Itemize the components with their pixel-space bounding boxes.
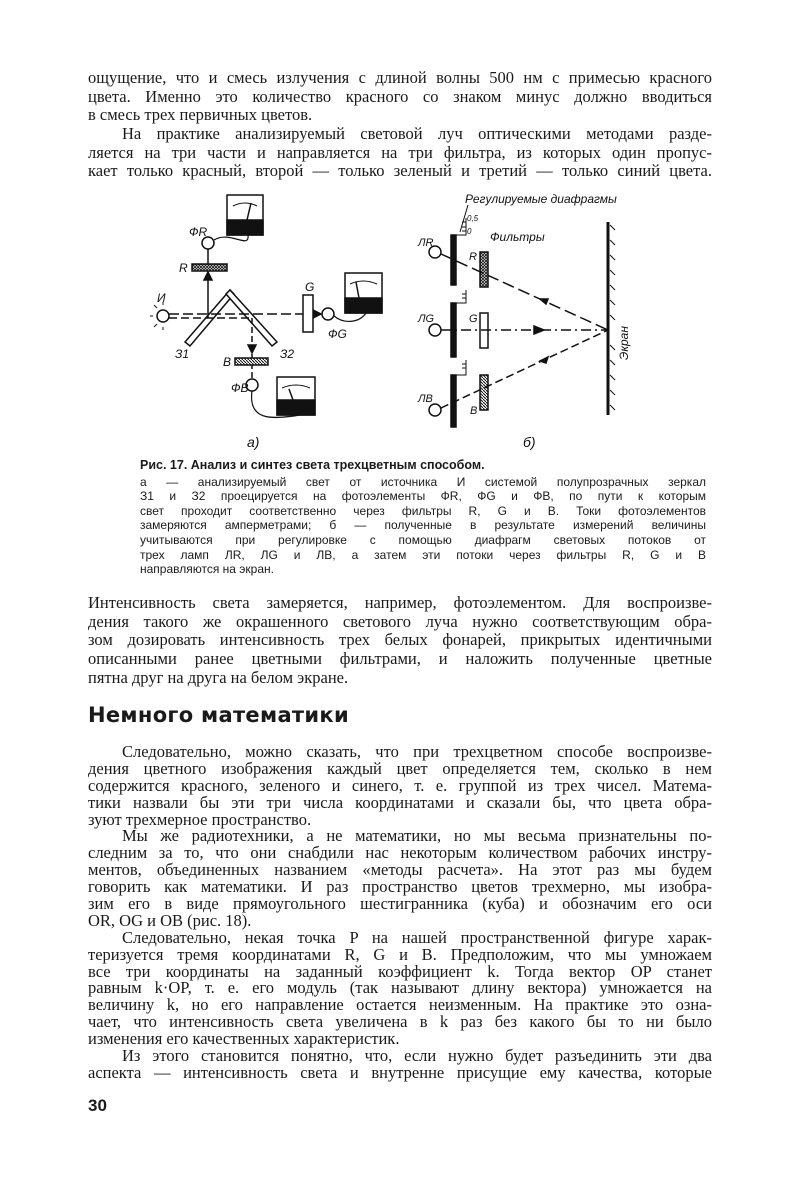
caption-title: Рис. 17. Анализ и синтез света трехцветным способом. — [140, 458, 485, 472]
paragraph-top — [88, 69, 712, 181]
text-line: зим его в виде прямоугольного шестигранника (куба) и обозначим его оси — [88, 894, 712, 914]
text-line: дения цветного изображения каждый цвет определяется тем, сколько в нем — [88, 758, 712, 778]
section-heading: Немного математики — [88, 703, 349, 727]
light-source-icon — [157, 310, 169, 322]
lamp-b-icon — [429, 404, 441, 416]
scale-max: 0,5 — [467, 214, 479, 223]
label-lamp-b: ЛB — [418, 393, 433, 405]
caption-line: учитываются при регулировке с помощью диафрагм световых потоков от — [140, 532, 706, 547]
text-line: Следовательно, некая точка P на нашей пространственной фигуре харак- — [122, 927, 712, 947]
filter-g — [303, 295, 313, 332]
text-line: цвета. Именно это количество красного со знаком минус должно вводиться — [88, 86, 712, 106]
text-line: На практике анализируемый световой луч оптическими методами разде- — [122, 124, 712, 144]
figure-part-a — [150, 195, 382, 418]
photocell-g — [322, 308, 334, 320]
text-line: теризуется тремя координатами R, G и B. Предположим, что мы умножаем — [88, 944, 712, 964]
caption-line: а — анализируемый свет от источника И системой полупрозрачных зеркал — [140, 474, 706, 489]
text-line: зом дозировать интенсивность трех белых фонарей, прикрытых идентичными — [88, 630, 712, 650]
text-line: в смесь трех первичных цветов. — [88, 105, 313, 125]
text-line: ощущение, что и смесь излучения с длиной волны 500 нм с примесью красного — [88, 68, 712, 87]
caption-line: свет проходит соответственно через фильтры R, G и B. Токи фотоэлементов — [140, 503, 706, 518]
text-line: говорить как математики. И раз пространство цветов трехмерно, мы изобра- — [88, 877, 712, 897]
text-line: Мы же радиотехники, а не математики, но мы весьма признательны по- — [122, 826, 712, 846]
filter-r — [192, 264, 227, 271]
text-line: пятна друг на друга на белом экране. — [88, 667, 349, 687]
diaphragm-r — [451, 235, 456, 285]
label-part-a: а) — [247, 434, 260, 450]
filter-b-b — [480, 375, 488, 410]
text-line: кает только красный, второй — только зеленый и третий — только синий цвета. — [88, 161, 712, 181]
label-lamp-r: ЛR — [418, 237, 434, 249]
text-line: тики назвали бы эти три числа координатами и сказали бы, что цвета обра- — [88, 792, 712, 812]
caption-line: З1 и З2 проецируется на фотоэлементы ФR, ФG и ФB, по пути к которым — [140, 489, 706, 504]
label-filter-b-b: B — [470, 405, 478, 417]
ammeter-r — [227, 195, 263, 235]
text-line: зуют трехмерное пространство. — [88, 809, 312, 829]
filter-b — [235, 358, 268, 365]
text-line: аспекта — интенсивность света и внутренне присущие ему качества, которые — [88, 1062, 712, 1082]
text-line: Из этого становится понятно, что, если нужно будет разъединить эти два — [122, 1046, 712, 1066]
text-line: ментов, объединенных названием «методы расчета». На этот раз мы будем — [88, 860, 712, 880]
label-mirror-1: З1 — [175, 347, 190, 361]
text-line: все три координаты на заданный коэффициент k. Тогда вектор OP станет — [88, 961, 712, 981]
text-line: Следовательно, можно сказать, что при трехцветном способе воспроизве- — [122, 742, 712, 761]
text-line: изменения его качественных характеристик. — [88, 1029, 400, 1049]
label-photo-b: ФB — [231, 381, 249, 395]
caption-line: направляются на экран. — [140, 562, 274, 577]
label-diaphragms: Регулируемые диафрагмы — [465, 192, 617, 206]
label-photo-g: ФG — [328, 327, 347, 341]
label-lamp-g: ЛG — [418, 313, 435, 325]
label-photo-r: ФR — [189, 225, 208, 239]
label-filters: Фильтры — [490, 230, 545, 244]
label-filter-g: G — [305, 280, 315, 294]
label-screen: Экран — [617, 326, 631, 360]
label-mirror-2: З2 — [280, 347, 295, 361]
section-body — [88, 744, 712, 1082]
text-line: чает, что интенсивность света увеличена в k раз без какого бы то ни было — [88, 1012, 712, 1032]
ammeter-g — [345, 273, 382, 313]
text-line: содержится красного, зеленого и синего, т. е. группой из трех чисел. Матема- — [88, 775, 712, 795]
ammeter-b — [277, 377, 315, 415]
label-part-b: б) — [523, 434, 536, 450]
figure-17 — [0, 185, 800, 455]
text-line: равным k·OP, т. е. его модуль (так называют длину вектора) умножается на — [88, 978, 712, 998]
text-line: описанными ранее цветными фильтрами, и наложить полученные цветные — [88, 649, 712, 669]
label-source: И — [157, 291, 166, 305]
text-line: величину k, но его направление остается неизменным. На практике это озна- — [88, 995, 712, 1015]
text-line: ляется на три части и направляется на три фильтра, из которых один пропус- — [88, 142, 712, 162]
label-filter-g-b: G — [469, 313, 478, 325]
text-line: следним за то, что они снабдили нас некоторым количеством рабочих инстру- — [88, 843, 712, 863]
lamp-g-icon — [429, 324, 441, 336]
text-line: Интенсивность света замеряется, например, фотоэлементом. Для воспроизве- — [88, 593, 712, 612]
text-line: дения такого же окрашенного светового луча нужно соответствующим обра- — [88, 611, 712, 631]
label-filter-r-b: R — [469, 251, 477, 263]
scale-min: 0 — [467, 227, 472, 236]
label-filter-r: R — [179, 261, 188, 275]
label-filter-b: B — [223, 355, 232, 369]
caption-line: замеряются амперметрами; б — полученные в результате измерений величины — [140, 518, 706, 533]
filter-r-b — [480, 252, 488, 287]
caption-line: трех ламп ЛR, ЛG и ЛB, а затем эти потоки через фильтры R, G и B — [140, 547, 706, 562]
page-number: 30 — [88, 1096, 107, 1115]
text-line: OR, OG и OB (рис. 18). — [88, 910, 252, 930]
paragraph-intensity — [88, 594, 712, 687]
figure-caption — [140, 458, 706, 577]
